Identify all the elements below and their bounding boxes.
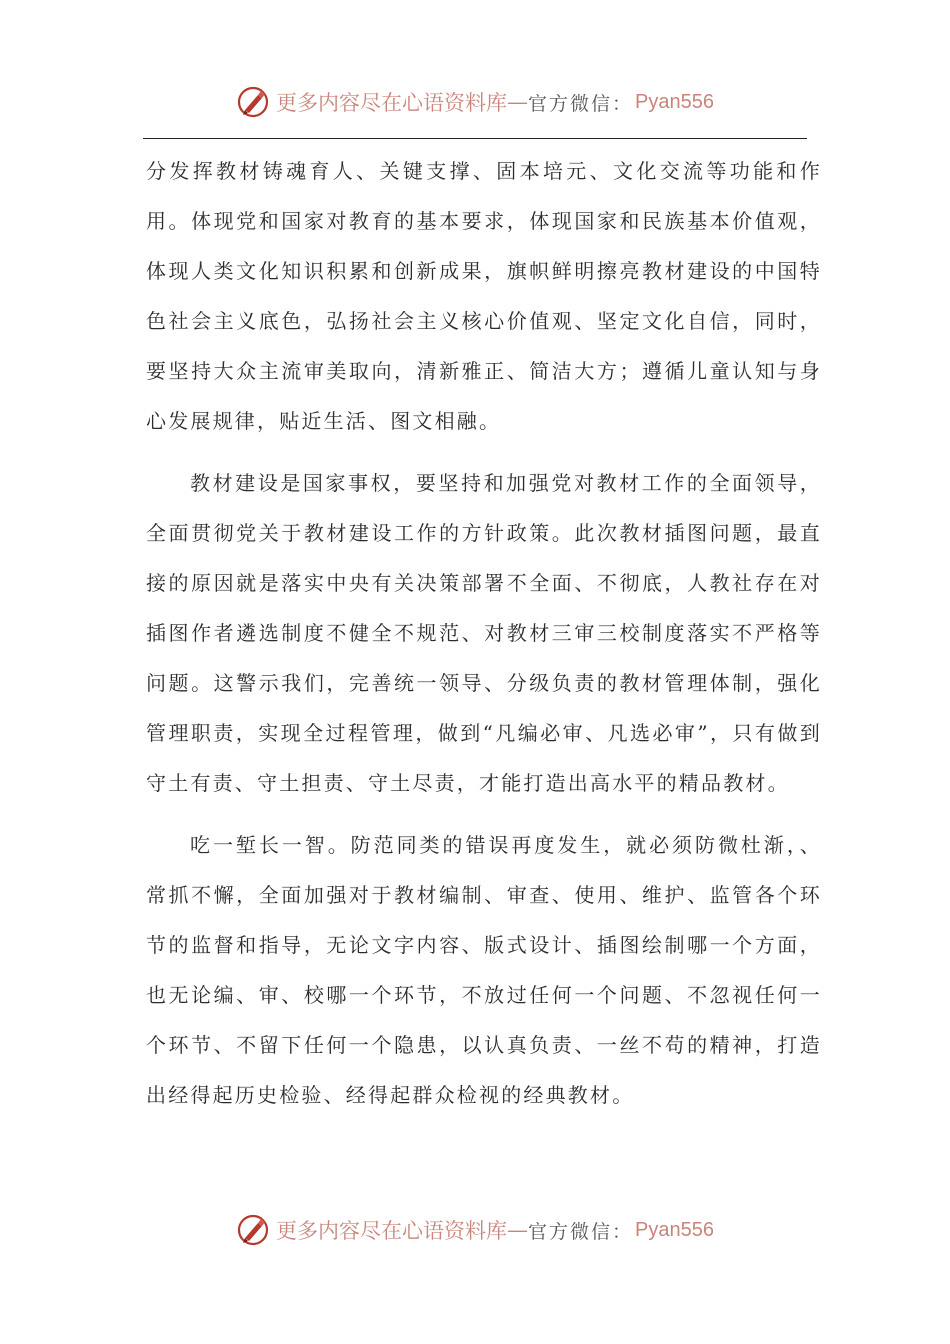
paragraph-3: 吃一堑长一智。防范同类的错误再度发生，就必须防微杜渐，、常抓不懈，全面加强对于教材编制、审查、使用、维护、监管各个环节的监督和指导，无论文字内容、版式设计、插图绘制哪一个方面，也无论编、审、校哪一个环节，不放过任何一个问题、不忽视任何一个环节、不留下任何一个隐患，以认真负责、一丝不苟的精神，打造出经得起历史检验、经得起群众检视的经典教材。: [146, 833, 822, 1107]
banner-dash: —: [507, 1218, 528, 1242]
banner-wechat-label: 官方微信：: [528, 1220, 634, 1243]
banner-site-text: 更多内容尽在心语资料库: [276, 91, 507, 115]
banner-site-text: 更多内容尽在心语资料库: [276, 1219, 507, 1243]
banner-wechat-id: Pyan556: [635, 90, 714, 113]
document-body: [146, 146, 822, 1120]
pen-nib-logo-icon: [236, 1213, 270, 1247]
banner-wechat-label: 官方微信：: [528, 92, 634, 115]
pen-nib-logo-icon: [236, 85, 270, 119]
paragraph-2: 教材建设是国家事权，要坚持和加强党对教材工作的全面领导，全面贯彻党关于教材建设工作的方针政策。此次教材插图问题，最直接的原因就是落实中央有关决策部署不全面、不彻底，人教社存在对插图作者遴选制度不健全不规范、对教材三审三校制度落实不严格等问题。这警示我们，完善统一领导、分级负责的教材管理体制，强化管理职责，实现全过程管理，做到“凡编必审、凡选必审”，只有做到守土有责、守土担责、守土尽责，才能打造出高水平的精品教材。: [146, 471, 822, 795]
banner-wechat-id: Pyan556: [635, 1218, 714, 1241]
header-banner: [0, 80, 950, 124]
footer-banner: [0, 1208, 950, 1252]
paragraph-1: 分发挥教材铸魂育人、关键支撑、固本培元、文化交流等功能和作用。体现党和国家对教育的基本要求，体现国家和民族基本价值观，体现人类文化知识积累和创新成果，旗帜鲜明擦亮教材建设的中国特色社会主义底色，弘扬社会主义核心价值观、坚定文化自信，同时，要坚持大众主流审美取向，清新雅正、简洁大方；遵循儿童认知与身心发展规律，贴近生活、图文相融。: [146, 159, 822, 433]
banner-dash: —: [507, 90, 528, 114]
header-divider: [143, 138, 807, 139]
